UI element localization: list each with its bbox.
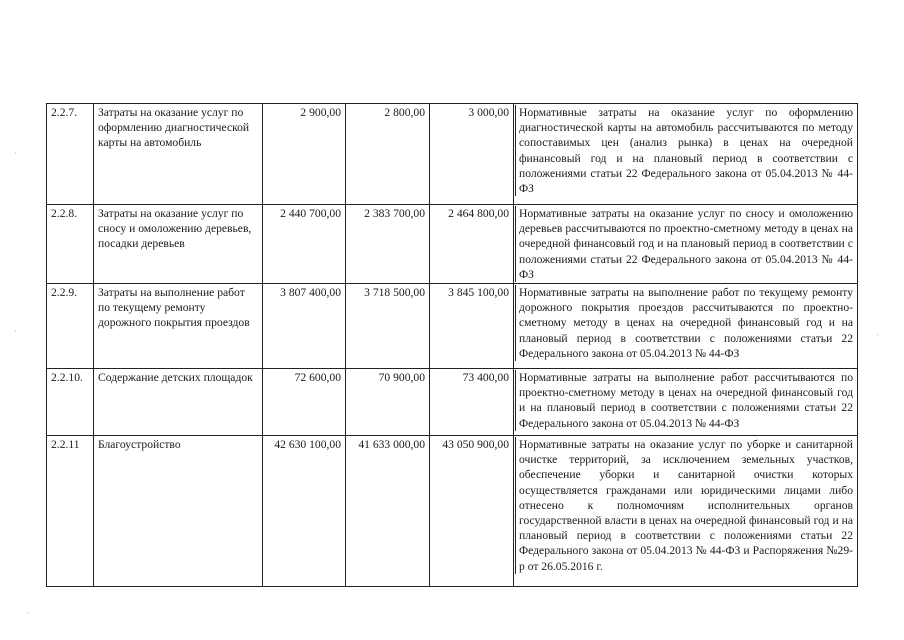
amount-year-1: 42 630 100,00 — [263, 436, 346, 587]
description-text: Нормативные затраты на оказание услуг по оформлению диагностической карты на автомобиль рассчитываются по методу сопоставимых цен (анализ рынка) в ценах на очередной финансовый год и на плановый период в соответствии с положениями статьи 22 Федерального закона от 05.04.2013 № 44-ФЗ — [515, 105, 853, 196]
calculation-description — [514, 436, 858, 587]
table-row — [47, 104, 858, 205]
amount-year-1: 72 600,00 — [263, 369, 346, 436]
calculation-description — [514, 369, 858, 436]
amount-year-2: 2 800,00 — [346, 104, 430, 205]
calculation-description — [514, 284, 858, 369]
amount-year-1: 3 807 400,00 — [263, 284, 346, 369]
row-number: 2.2.10. — [47, 369, 94, 436]
amount-year-3: 73 400,00 — [430, 369, 514, 436]
budget-table — [46, 103, 858, 587]
calculation-description — [514, 104, 858, 205]
table-row — [47, 205, 858, 284]
expense-name: Затраты на выполнение работ по текущему ремонту дорожного покрытия проездов — [94, 284, 263, 369]
description-text: Нормативные затраты на выполнение работ по текущему ремонту дорожного покрытия проездов рассчитываются по проектно-сметному методу в ценах на очередной финансовый год и на плановый период в соответствии с положениями статьи 22 Федерального закона от 05.04.2013 № 44-ФЗ — [515, 285, 853, 361]
row-number: 2.2.8. — [47, 205, 94, 284]
amount-year-3: 2 464 800,00 — [430, 205, 514, 284]
scan-speck: · — [876, 330, 879, 340]
amount-year-3: 3 000,00 — [430, 104, 514, 205]
row-number: 2.2.7. — [47, 104, 94, 205]
scan-speck: · — [14, 326, 17, 336]
amount-year-2: 70 900,00 — [346, 369, 430, 436]
amount-year-1: 2 900,00 — [263, 104, 346, 205]
table-row — [47, 436, 858, 587]
table-row — [47, 369, 858, 436]
description-text: Нормативные затраты на оказание услуг по уборке и санитарной очистке территорий, за исключением земельных участков, обеспечение уборки и санитарной очистки которых осуществляется гражданами или юридическими лицами либо отнесено к полномочиям исполнительных органов государственной власти в ценах на очередной финансовый год и на плановый период в соответствии с положениями статьи 22 Федерального закона от 05.04.2013 № 44-ФЗ и Распоряжения №29-р от 26.05.2016 г. — [515, 437, 853, 574]
expense-name: Затраты на оказание услуг по оформлению диагностической карты на автомобиль — [94, 104, 263, 205]
scan-speck: · — [14, 148, 17, 158]
expense-name: Содержание детских площадок — [94, 369, 263, 436]
description-text: Нормативные затраты на оказание услуг по сносу и омоложению деревьев рассчитываются по проектно-сметному методу в ценах на очередной финансовый год и на плановый период в соответствии с положениями статьи 22 Федерального закона от 05.04.2013 № 44-ФЗ — [515, 206, 853, 282]
amount-year-2: 41 633 000,00 — [346, 436, 430, 587]
row-number: 2.2.9. — [47, 284, 94, 369]
scan-speck: · — [26, 608, 29, 618]
calculation-description — [514, 205, 858, 284]
table-row — [47, 284, 858, 369]
amount-year-2: 3 718 500,00 — [346, 284, 430, 369]
amount-year-3: 3 845 100,00 — [430, 284, 514, 369]
expense-name: Затраты на оказание услуг по сносу и омоложению деревьев, посадки деревьев — [94, 205, 263, 284]
amount-year-1: 2 440 700,00 — [263, 205, 346, 284]
description-text: Нормативные затраты на выполнение работ рассчитываются по проектно-сметному методу в ценах на очередной финансовый год и на плановый период в соответствии с положениями статьи 22 Федерального закона от 05.04.2013 № 44-ФЗ — [515, 370, 853, 431]
row-number: 2.2.11 — [47, 436, 94, 587]
amount-year-3: 43 050 900,00 — [430, 436, 514, 587]
expense-name: Благоустройство — [94, 436, 263, 587]
amount-year-2: 2 383 700,00 — [346, 205, 430, 284]
